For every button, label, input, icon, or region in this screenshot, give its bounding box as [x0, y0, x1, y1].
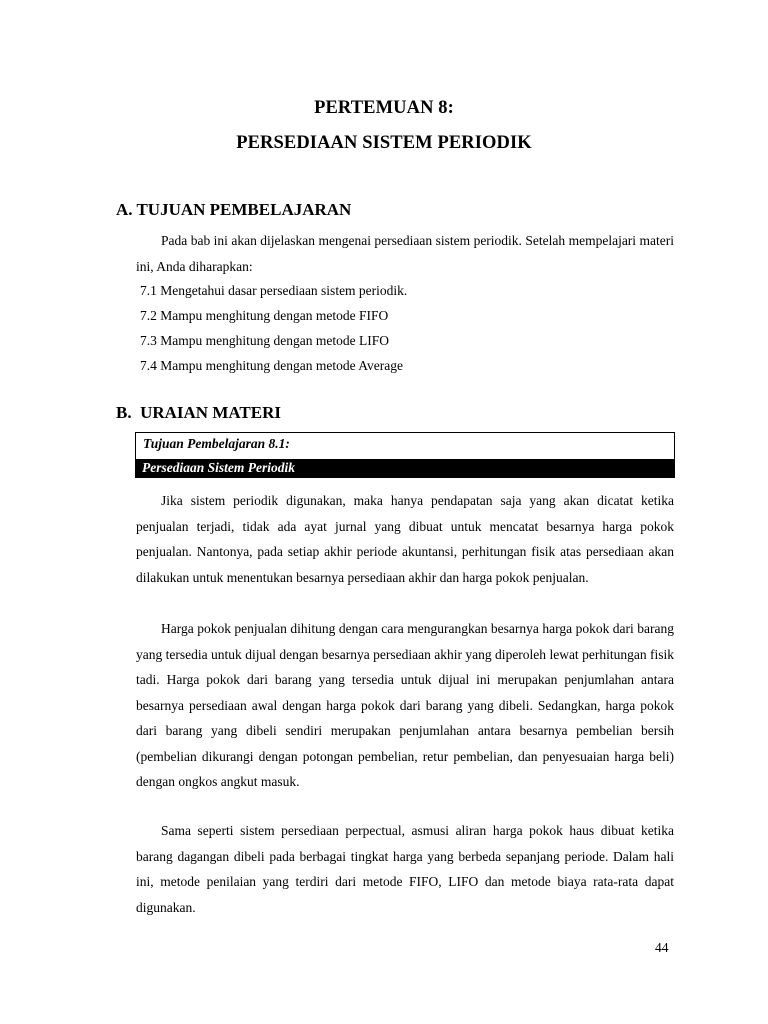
section-a-heading: A. TUJUAN PEMBELAJARAN [116, 200, 352, 219]
list-item: 7.2 Mampu menghitung dengan metode FIFO [140, 308, 389, 323]
page-title-line2: PERSEDIAAN SISTEM PERIODIK [236, 133, 532, 153]
box-label: Tujuan Pembelajaran 8.1: [143, 436, 290, 451]
box-title-bar [135, 459, 675, 478]
section-b-heading: B. URAIAN MATERI [116, 403, 281, 422]
page-title-line1: PERTEMUAN 8: [314, 98, 454, 118]
paragraph-3: Sama seperti sistem persediaan perpectual, asmusi aliran harga pokok haus dibuat ketika barang dagangan dibeli pada berbagai tingkat harga yang berbeda sepanjang periode. Dalam hali ini, metode penilaian yang terdiri dari metode FIFO, LIFO dan metode biaya rata-rata dapat digunakan. [136, 823, 674, 915]
list-item: 7.3 Mampu menghitung dengan metode LIFO [140, 333, 389, 348]
paragraph-1: Jika sistem periodik digunakan, maka hanya pendapatan saja yang akan dicatat ketika penjualan terjadi, tidak ada ayat jurnal yang dibuat untuk mencatat besarnya harga pokok penjualan. Nantonya, pada setiap akhir periode akuntansi, perhitungan fisik atas persediaan akan dilakukan untuk menentukan besarnya persediaan akhir dan harga pokok penjualan. [136, 493, 674, 585]
list-item: 7.4 Mampu menghitung dengan metode Average [140, 358, 403, 373]
learning-objective-box [135, 432, 675, 478]
box-title: Persediaan Sistem Periodik [142, 460, 295, 475]
section-a-intro: Pada bab ini akan dijelaskan mengenai persediaan sistem periodik. Setelah mempelajari materi ini, Anda diharapkan: [136, 233, 674, 274]
box-label-row [135, 432, 675, 459]
objectives-list [140, 278, 407, 378]
page-number: 44 [655, 940, 669, 955]
list-item: 7.1 Mengetahui dasar persediaan sistem periodik. [140, 283, 408, 298]
paragraph-2: Harga pokok penjualan dihitung dengan cara mengurangkan besarnya harga pokok dari barang yang tersedia untuk dijual dengan besarnya persediaan akhir yang diperoleh lewat perhitungan fisik tadi. Harga pokok dari barang yang tersedia untuk dijual ini merupakan penjumlahan antara besarnya persediaan awal dengan harga pokok dari barang yang dibeli. Sedangkan, harga pokok dari barang yang dibeli sendiri merupakan penjumlahan antara besarnya pembelian bersih (pembelian dikurangi dengan potongan pembelian, retur pembelian, dan penyesuaian harga beli) dengan ongkos angkut masuk. [136, 621, 674, 789]
